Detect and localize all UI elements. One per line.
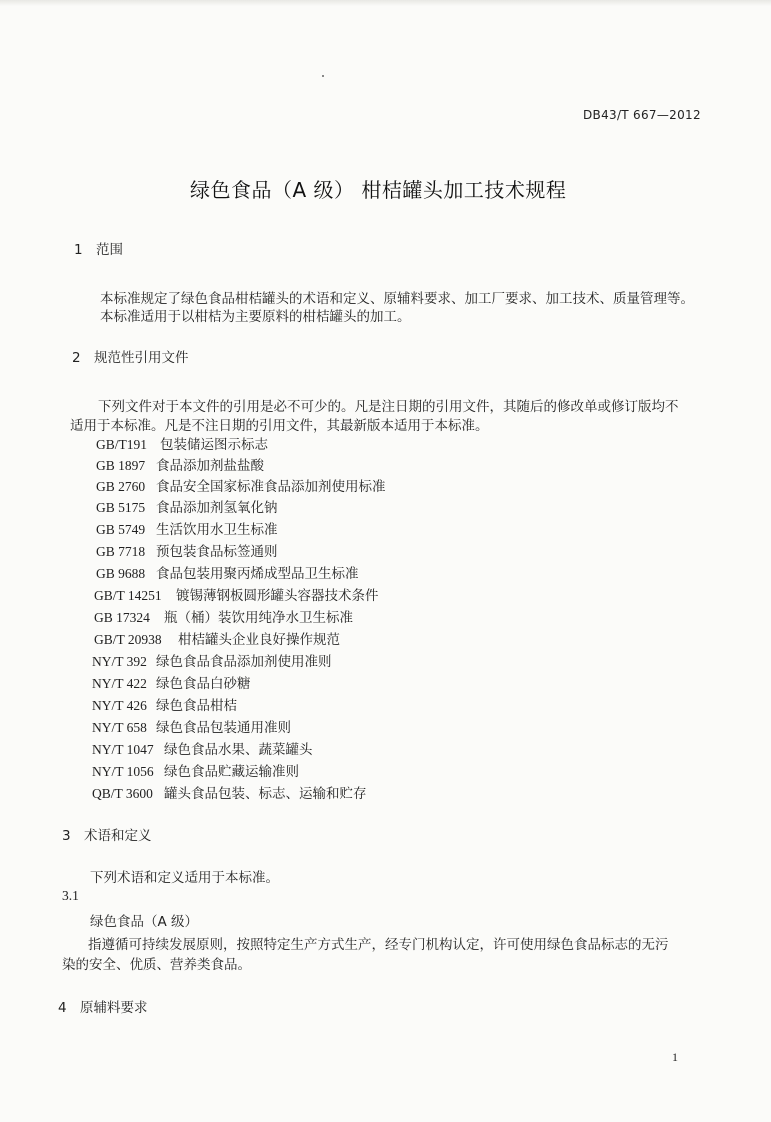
reference-item: [96, 496, 278, 516]
scope-paragraph-2: 本标准适用于以柑桔为主要原料的柑桔罐头的加工。: [100, 309, 411, 325]
section-title: 术语和定义: [84, 828, 152, 844]
reference-item: [96, 518, 278, 538]
reference-code: GB 2760: [96, 479, 146, 494]
reference-name: 镀锡薄钢板圆形罐头容器技术条件: [176, 588, 379, 604]
section-number: 1: [74, 242, 83, 258]
reference-item: [96, 562, 359, 582]
page-number: 1: [672, 1050, 678, 1064]
section-title: 规范性引用文件: [94, 350, 189, 366]
section-3-heading: [62, 824, 152, 844]
reference-code: GB 7718: [96, 544, 146, 559]
reference-name: 绿色食品白砂糖: [156, 676, 251, 692]
reference-name: 食品添加剂盐盐酸: [156, 458, 264, 474]
clause-number: 3.1: [62, 888, 79, 903]
section-number: 4: [58, 1000, 67, 1016]
reference-code: NY/T 1047: [92, 742, 154, 757]
reference-name: 生活饮用水卫生标准: [156, 522, 278, 538]
reference-item: [92, 672, 251, 692]
section-title: 范围: [96, 242, 123, 258]
reference-item: [96, 454, 264, 474]
reference-code: GB 1897: [96, 458, 146, 473]
reference-name: 绿色食品包装通用准则: [156, 720, 291, 736]
normative-intro-line-1: 下列文件对于本文件的引用是必不可少的。凡是注日期的引用文件，其随后的修改单或修订版均不: [98, 399, 679, 415]
section-4-heading: [58, 996, 148, 1016]
section-1-heading: [74, 238, 123, 258]
reference-code: NY/T 426: [92, 698, 147, 713]
reference-item: [92, 694, 237, 714]
reference-name: 罐头食品包装、标志、运输和贮存: [164, 786, 367, 802]
reference-item: [92, 738, 313, 758]
reference-item: [94, 584, 379, 604]
reference-code: GB 9688: [96, 566, 146, 581]
reference-code: GB/T 14251: [94, 588, 162, 603]
reference-name: 柑桔罐头企业良好操作规范: [178, 632, 340, 648]
reference-code: NY/T 1056: [92, 764, 154, 779]
reference-code: NY/T 392: [92, 654, 147, 669]
term-definition-line-2: 染的安全、优质、营养类食品。: [62, 957, 251, 973]
reference-name: 绿色食品食品添加剂使用准则: [156, 654, 332, 670]
document-title: 绿色食品（A 级） 柑桔罐头加工技术规程: [190, 178, 567, 202]
section-number: 2: [72, 350, 81, 366]
reference-item: [94, 628, 340, 648]
reference-code: GB 5175: [96, 500, 146, 515]
reference-item: [96, 475, 386, 495]
section-2-heading: [72, 346, 189, 366]
reference-item: [92, 782, 367, 802]
reference-code: QB/T 3600: [92, 786, 153, 801]
reference-name: 预包装食品标签通则: [156, 544, 278, 560]
reference-name: 食品包装用聚丙烯成型品卫生标准: [156, 566, 359, 582]
normative-intro-line-2: 适用于本标准。凡是不注日期的引用文件，其最新版本适用于本标准。: [70, 418, 489, 434]
section-number: 3: [62, 828, 71, 844]
reference-code: GB/T191: [96, 437, 148, 452]
terms-intro: 下列术语和定义适用于本标准。: [90, 870, 279, 886]
reference-name: 包装储运图示标志: [160, 437, 268, 453]
scan-edge: [0, 0, 771, 6]
reference-code: GB 5749: [96, 522, 146, 537]
reference-item: [94, 606, 353, 626]
reference-item: [92, 650, 332, 670]
reference-name: 绿色食品柑桔: [156, 698, 237, 714]
section-title: 原辅料要求: [80, 1000, 148, 1016]
reference-code: GB 17324: [94, 610, 150, 625]
term-definition-line-1: 指遵循可持续发展原则，按照特定生产方式生产，经专门机构认定，许可使用绿色食品标志的无污: [88, 937, 669, 953]
reference-code: GB/T 20938: [94, 632, 162, 647]
reference-code: NY/T 422: [92, 676, 147, 691]
reference-name: 绿色食品贮藏运输准则: [164, 764, 299, 780]
term-heading: 绿色食品（A 级）: [90, 914, 199, 930]
reference-item: [96, 433, 268, 453]
reference-name: 食品添加剂氢氧化钠: [156, 500, 278, 516]
reference-item: [92, 716, 291, 736]
reference-item: [96, 540, 278, 560]
scope-paragraph-1: 本标准规定了绿色食品柑桔罐头的术语和定义、原辅料要求、加工厂要求、加工技术、质量管理等。: [100, 291, 694, 307]
reference-name: 绿色食品水果、蔬菜罐头: [164, 742, 313, 758]
standard-number: DB43/T 667—2012: [583, 108, 701, 122]
reference-item: [92, 760, 299, 780]
reference-code: NY/T 658: [92, 720, 147, 735]
scan-speck: [322, 75, 324, 77]
reference-name: 食品安全国家标准食品添加剂使用标准: [156, 479, 386, 495]
reference-name: 瓶（桶）装饮用纯净水卫生标准: [164, 610, 353, 626]
